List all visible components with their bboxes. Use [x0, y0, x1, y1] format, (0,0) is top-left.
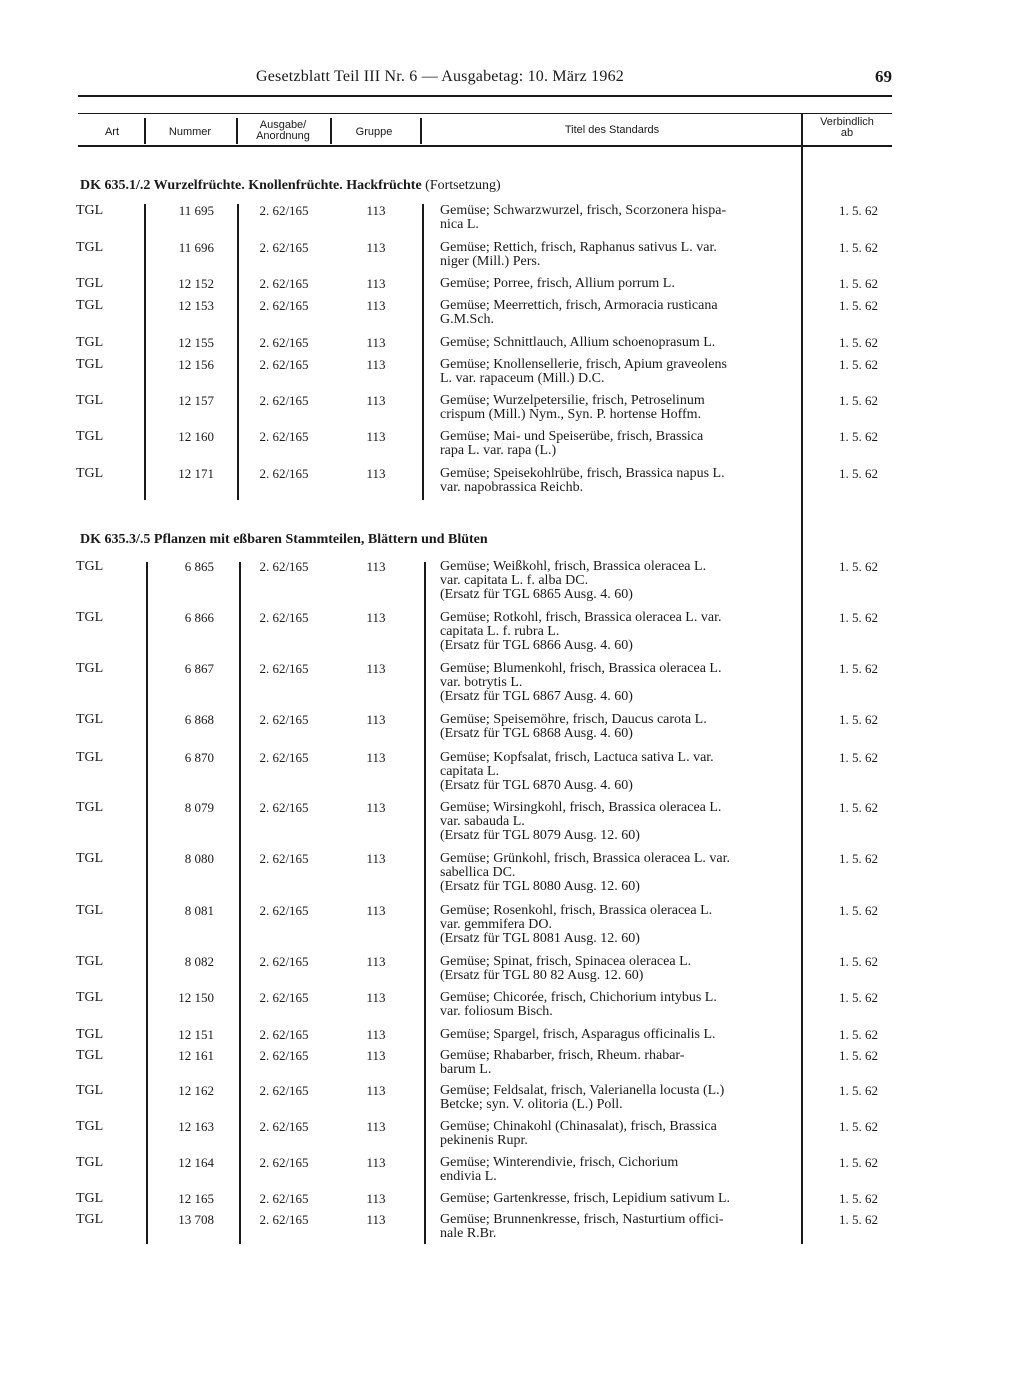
row-datum: 1. 5. 62 [839, 298, 878, 313]
row-gruppe: 113 [366, 429, 386, 444]
row-nummer: 8 080 [184, 851, 214, 866]
row-art: TGL [76, 357, 104, 372]
table-rule-titel [422, 204, 424, 500]
row-titel: Gemüse; Spargel, frisch, Asparagus officinalis L. [440, 1027, 716, 1042]
section-heading-text: DK 635.3/.5 Pflanzen mit eßbaren Stammteilen, Blättern und Blüten [80, 532, 488, 547]
row-art: TGL [76, 276, 104, 291]
row-ausgabe: 2. 62/165 [259, 1191, 309, 1206]
row-gruppe: 113 [366, 661, 386, 676]
row-ausgabe: 2. 62/165 [259, 661, 309, 676]
table-rule-titel [424, 562, 426, 1244]
row-nummer: 12 152 [178, 276, 214, 291]
table-rule-ausgabe [237, 204, 239, 500]
row-art: TGL [76, 712, 104, 727]
row-nummer: 13 708 [178, 1212, 214, 1227]
row-art: TGL [76, 1119, 104, 1134]
row-ausgabe: 2. 62/165 [259, 429, 309, 444]
row-gruppe: 113 [366, 903, 386, 918]
row-ausgabe: 2. 62/165 [259, 298, 309, 313]
row-ausgabe: 2. 62/165 [259, 335, 309, 350]
row-gruppe: 113 [366, 851, 386, 866]
section-heading-text: DK 635.1/.2 Wurzelfrüchte. Knollenfrüchte. Hackfrüchte [80, 178, 422, 193]
row-datum: 1. 5. 62 [839, 559, 878, 574]
row-datum: 1. 5. 62 [839, 661, 878, 676]
row-nummer: 12 156 [178, 357, 214, 372]
row-nummer: 11 695 [178, 203, 214, 218]
row-gruppe: 113 [366, 466, 386, 481]
row-ausgabe: 2. 62/165 [259, 1155, 309, 1170]
row-titel: Gemüse; Weißkohl, frisch, Brassica oleracea L. var. capitata L. f. alba DC. (Ersatz für TGL 6865 Ausg. 4. 60) [440, 559, 707, 602]
column-header-bottom-rule [78, 145, 892, 147]
row-titel: Gemüse; Speisemöhre, frisch, Daucus carota L. (Ersatz für TGL 6868 Ausg. 4. 60) [440, 712, 707, 741]
row-gruppe: 113 [366, 559, 386, 574]
row-ausgabe: 2. 62/165 [259, 276, 309, 291]
row-art: TGL [76, 1212, 104, 1227]
row-art: TGL [76, 298, 104, 313]
row-titel: Gemüse; Rotkohl, frisch, Brassica oleracea L. var. capitata L. f. rubra L. (Ersatz für TGL 6866 Ausg. 4. 60) [440, 610, 722, 653]
row-ausgabe: 2. 62/165 [259, 800, 309, 815]
row-gruppe: 113 [366, 1119, 386, 1134]
row-nummer: 6 870 [184, 750, 214, 765]
row-gruppe: 113 [366, 1027, 386, 1042]
row-datum: 1. 5. 62 [839, 357, 878, 372]
row-gruppe: 113 [366, 1191, 386, 1206]
row-gruppe: 113 [366, 240, 386, 255]
row-titel: Gemüse; Blumenkohl, frisch, Brassica oleracea L. var. botrytis L. (Ersatz für TGL 6867 Ausg. 4. 60) [440, 661, 722, 704]
row-ausgabe: 2. 62/165 [259, 393, 309, 408]
row-gruppe: 113 [366, 1155, 386, 1170]
row-titel: Gemüse; Chicorée, frisch, Chichorium intybus L. var. foliosum Bisch. [440, 990, 717, 1019]
row-art: TGL [76, 1155, 104, 1170]
row-ausgabe: 2. 62/165 [259, 1027, 309, 1042]
col-head-gruppe: Gruppe [355, 126, 393, 138]
row-ausgabe: 2. 62/165 [259, 954, 309, 969]
row-ausgabe: 2. 62/165 [259, 903, 309, 918]
row-titel: Gemüse; Brunnenkresse, frisch, Nasturtium offici- nale R.Br. [440, 1212, 724, 1241]
col-head-divider [420, 118, 422, 144]
row-nummer: 12 150 [178, 990, 214, 1005]
row-nummer: 11 696 [178, 240, 214, 255]
row-ausgabe: 2. 62/165 [259, 1119, 309, 1134]
row-ausgabe: 2. 62/165 [259, 610, 309, 625]
row-art: TGL [76, 750, 104, 765]
row-ausgabe: 2. 62/165 [259, 1048, 309, 1063]
row-titel: Gemüse; Kopfsalat, frisch, Lactuca sativa L. var. capitata L. (Ersatz für TGL 6870 Ausg. 4. 60) [440, 750, 714, 793]
row-titel: Gemüse; Rosenkohl, frisch, Brassica oleracea L. var. gemmifera DO. (Ersatz für TGL 8081 Ausg. 12. 60) [440, 903, 713, 946]
row-art: TGL [76, 903, 104, 918]
row-titel: Gemüse; Grünkohl, frisch, Brassica oleracea L. var. sabellica DC. (Ersatz für TGL 8080 Ausg. 12. 60) [440, 851, 731, 894]
row-nummer: 12 160 [178, 429, 214, 444]
row-titel: Gemüse; Porree, frisch, Allium porrum L. [440, 276, 675, 291]
col-head-divider [801, 114, 803, 146]
row-art: TGL [76, 954, 104, 969]
row-nummer: 12 155 [178, 335, 214, 350]
row-datum: 1. 5. 62 [839, 1191, 878, 1206]
row-nummer: 12 157 [178, 393, 214, 408]
row-datum: 1. 5. 62 [839, 1048, 878, 1063]
row-art: TGL [76, 393, 104, 408]
col-head-ausgabe-line2: Anordnung [256, 130, 310, 142]
row-art: TGL [76, 610, 104, 625]
row-gruppe: 113 [366, 800, 386, 815]
row-art: TGL [76, 466, 104, 481]
row-titel: Gemüse; Rhabarber, frisch, Rheum. rhabar- barum L. [440, 1048, 685, 1077]
row-datum: 1. 5. 62 [839, 1083, 878, 1098]
section-heading [80, 532, 488, 548]
col-head-titel: Titel des Standards [564, 124, 660, 136]
row-art: TGL [76, 1048, 104, 1063]
section-heading [80, 178, 501, 194]
row-art: TGL [76, 1083, 104, 1098]
row-gruppe: 113 [366, 1083, 386, 1098]
table-rule-verbindlich [801, 146, 803, 1244]
row-nummer: 12 161 [178, 1048, 214, 1063]
row-datum: 1. 5. 62 [839, 393, 878, 408]
row-datum: 1. 5. 62 [839, 1027, 878, 1042]
col-head-verbindlich-line2: ab [840, 127, 854, 139]
row-datum: 1. 5. 62 [839, 240, 878, 255]
col-head-divider [330, 118, 332, 144]
row-ausgabe: 2. 62/165 [259, 1083, 309, 1098]
col-head-ausgabe-line1: Ausgabe/ [259, 119, 307, 131]
row-gruppe: 113 [366, 750, 386, 765]
row-art: TGL [76, 335, 104, 350]
row-gruppe: 113 [366, 393, 386, 408]
row-art: TGL [76, 559, 104, 574]
row-nummer: 6 866 [184, 610, 214, 625]
row-datum: 1. 5. 62 [839, 990, 878, 1005]
row-ausgabe: 2. 62/165 [259, 1212, 309, 1227]
row-ausgabe: 2. 62/165 [259, 990, 309, 1005]
row-datum: 1. 5. 62 [839, 203, 878, 218]
row-ausgabe: 2. 62/165 [259, 750, 309, 765]
row-datum: 1. 5. 62 [839, 335, 878, 350]
row-gruppe: 113 [366, 990, 386, 1005]
row-nummer: 12 163 [178, 1119, 214, 1134]
row-datum: 1. 5. 62 [839, 610, 878, 625]
row-ausgabe: 2. 62/165 [259, 851, 309, 866]
col-head-divider [236, 118, 238, 144]
row-ausgabe: 2. 62/165 [259, 712, 309, 727]
row-titel: Gemüse; Spinat, frisch, Spinacea oleracea L. (Ersatz für TGL 80 82 Ausg. 12. 60) [440, 954, 692, 983]
row-titel: Gemüse; Meerrettich, frisch, Armoracia rusticana G.M.Sch. [440, 298, 718, 327]
row-nummer: 8 081 [184, 903, 214, 918]
column-header-top-rule [78, 113, 892, 114]
row-gruppe: 113 [366, 954, 386, 969]
col-head-verbindlich [804, 117, 890, 139]
row-nummer: 8 082 [184, 954, 214, 969]
page-header [78, 68, 892, 90]
row-titel: Gemüse; Knollensellerie, frisch, Apium graveolens L. var. rapaceum (Mill.) D.C. [440, 357, 727, 386]
row-nummer: 12 171 [178, 466, 214, 481]
row-art: TGL [76, 203, 104, 218]
row-nummer: 6 867 [184, 661, 214, 676]
row-titel: Gemüse; Wirsingkohl, frisch, Brassica oleracea L. var. sabauda L. (Ersatz für TGL 8079 Ausg. 12. 60) [440, 800, 722, 843]
row-nummer: 12 164 [178, 1155, 214, 1170]
row-titel: Gemüse; Schnittlauch, Allium schoenoprasum L. [440, 335, 716, 350]
col-head-art: Art [104, 126, 120, 138]
row-nummer: 12 153 [178, 298, 214, 313]
row-gruppe: 113 [366, 335, 386, 350]
row-datum: 1. 5. 62 [839, 1155, 878, 1170]
row-gruppe: 113 [366, 1048, 386, 1063]
row-gruppe: 113 [366, 203, 386, 218]
col-head-nummer: Nummer [168, 126, 212, 138]
row-art: TGL [76, 429, 104, 444]
header-rule [78, 95, 892, 97]
row-gruppe: 113 [366, 298, 386, 313]
row-datum: 1. 5. 62 [839, 954, 878, 969]
row-titel: Gemüse; Rettich, frisch, Raphanus sativus L. var. niger (Mill.) Pers. [440, 240, 717, 269]
row-datum: 1. 5. 62 [839, 1119, 878, 1134]
row-datum: 1. 5. 62 [839, 712, 878, 727]
row-art: TGL [76, 800, 104, 815]
row-datum: 1. 5. 62 [839, 276, 878, 291]
row-titel: Gemüse; Chinakohl (Chinasalat), frisch, Brassica pekinenis Rupr. [440, 1119, 717, 1148]
row-gruppe: 113 [366, 610, 386, 625]
row-nummer: 12 165 [178, 1191, 214, 1206]
row-art: TGL [76, 240, 104, 255]
row-titel: Gemüse; Wurzelpetersilie, frisch, Petroselinum crispum (Mill.) Nym., Syn. P. hortense Hoffm. [440, 393, 705, 422]
row-gruppe: 113 [366, 1212, 386, 1227]
row-titel: Gemüse; Gartenkresse, frisch, Lepidium sativum L. [440, 1191, 731, 1206]
row-ausgabe: 2. 62/165 [259, 559, 309, 574]
row-gruppe: 113 [366, 712, 386, 727]
col-head-ausgabe [240, 120, 326, 142]
row-ausgabe: 2. 62/165 [259, 203, 309, 218]
row-titel: Gemüse; Mai- und Speiserübe, frisch, Brassica rapa L. var. rapa (L.) [440, 429, 704, 458]
row-datum: 1. 5. 62 [839, 466, 878, 481]
row-titel: Gemüse; Schwarzwurzel, frisch, Scorzonera hispa- nica L. [440, 203, 727, 232]
row-nummer: 8 079 [184, 800, 214, 815]
row-ausgabe: 2. 62/165 [259, 466, 309, 481]
row-datum: 1. 5. 62 [839, 1212, 878, 1227]
row-nummer: 6 868 [184, 712, 214, 727]
page-number: 69 [875, 67, 892, 86]
row-art: TGL [76, 851, 104, 866]
row-ausgabe: 2. 62/165 [259, 357, 309, 372]
row-datum: 1. 5. 62 [839, 851, 878, 866]
section-heading-continuation: (Fortsetzung) [425, 178, 501, 193]
journal-title: Gesetzblatt Teil III Nr. 6 — Ausgabetag: 10. März 1962 [256, 68, 624, 85]
row-datum: 1. 5. 62 [839, 903, 878, 918]
row-datum: 1. 5. 62 [839, 750, 878, 765]
row-art: TGL [76, 990, 104, 1005]
row-titel: Gemüse; Feldsalat, frisch, Valerianella locusta (L.) Betcke; syn. V. olitoria (L.) Poll. [440, 1083, 725, 1112]
row-titel: Gemüse; Winterendivie, frisch, Cichorium endivia L. [440, 1155, 679, 1184]
col-head-verbindlich-line1: Verbindlich [820, 116, 874, 128]
row-nummer: 12 162 [178, 1083, 214, 1098]
row-gruppe: 113 [366, 276, 386, 291]
row-datum: 1. 5. 62 [839, 800, 878, 815]
col-head-divider [144, 118, 146, 144]
row-nummer: 6 865 [184, 559, 214, 574]
table-rule-ausgabe [239, 562, 241, 1244]
row-ausgabe: 2. 62/165 [259, 240, 309, 255]
row-art: TGL [76, 1027, 104, 1042]
row-titel: Gemüse; Speisekohlrübe, frisch, Brassica napus L. var. napobrassica Reichb. [440, 466, 725, 495]
row-datum: 1. 5. 62 [839, 429, 878, 444]
row-art: TGL [76, 661, 104, 676]
row-gruppe: 113 [366, 357, 386, 372]
row-art: TGL [76, 1191, 104, 1206]
row-nummer: 12 151 [178, 1027, 214, 1042]
